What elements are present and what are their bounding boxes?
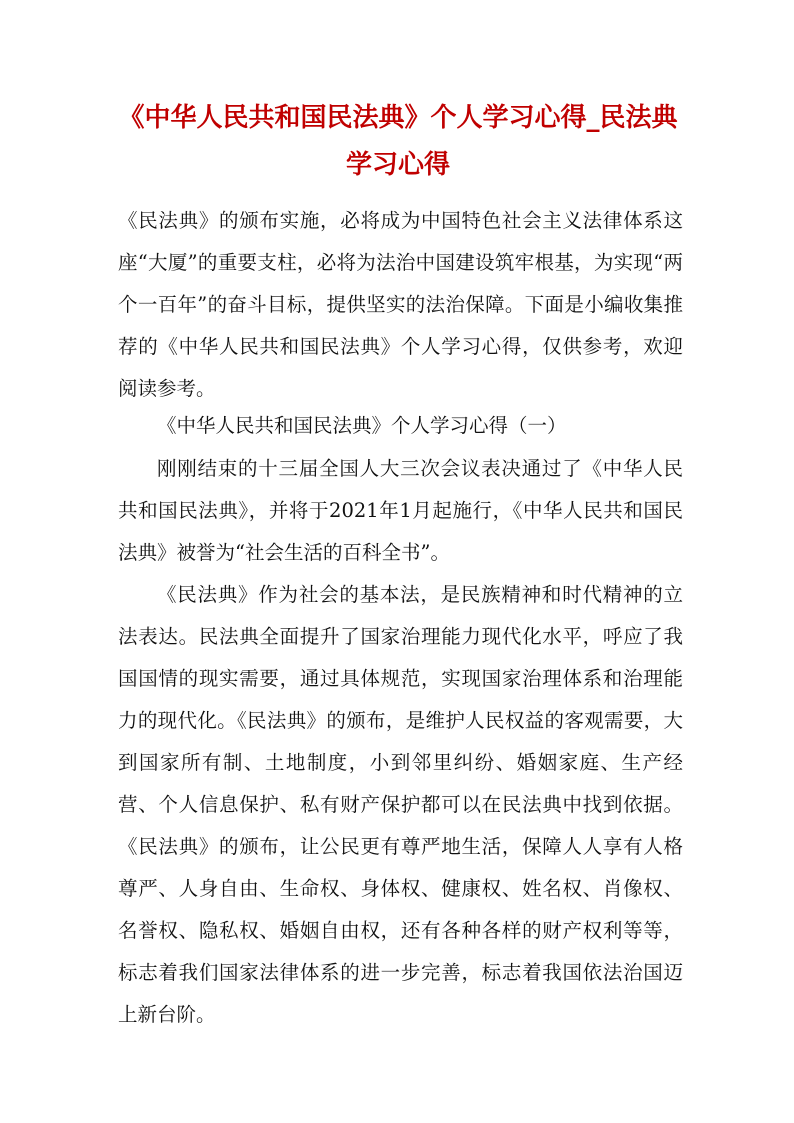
section-heading: 《中华人民共和国民法典》个人学习心得（一） (157, 414, 567, 437)
body-paragraph-1: 刚刚结束的十三届全国人大三次会议表决通过了《中华人民共和国民法典》，并将于2021年1月起施行，《中华人民共和国民法典》被誉为“社会生活的百科全书”。 (118, 457, 683, 564)
document-title: 《中华人民共和国民法典》个人学习心得_民法典学习心得 (118, 103, 678, 180)
body-paragraph-2: 《民法典》作为社会的基本法，是民族精神和时代精神的立法表达。民法典全面提升了国家治理能力现代化水平，呼应了我国国情的现实需要，通过具体规范，实现国家治理体系和治理能力的现代化。《民法典》的颁布，是维护人民权益的客观需要，大到国家所有制、土地制度，小到邻里纠纷、婚姻家庭、生产经营、个人信息保护、私有财产保护都可以在民法典中找到依据。《民法典》的颁布，让公民更有尊严地生活，保障人人享有人格尊严、人身自由、生命权、身体权、健康权、姓名权、肖像权、名誉权、隐私权、婚姻自由权，还有各种各样的财产权利等等，标志着我们国家法律体系的进一步完善，标志着我国依法治国迈上新台阶。 (118, 583, 683, 1026)
intro-paragraph: 《民法典》的颁布实施，必将成为中国特色社会主义法律体系这座“大厦”的重要支柱，必将为法治中国建设筑牢根基，为实现“两个一百年”的奋斗目标，提供坚实的法治保障。下面是小编收集推荐的《中华人民共和国民法典》个人学习心得，仅供参考，欢迎阅读参考。 (118, 209, 683, 400)
